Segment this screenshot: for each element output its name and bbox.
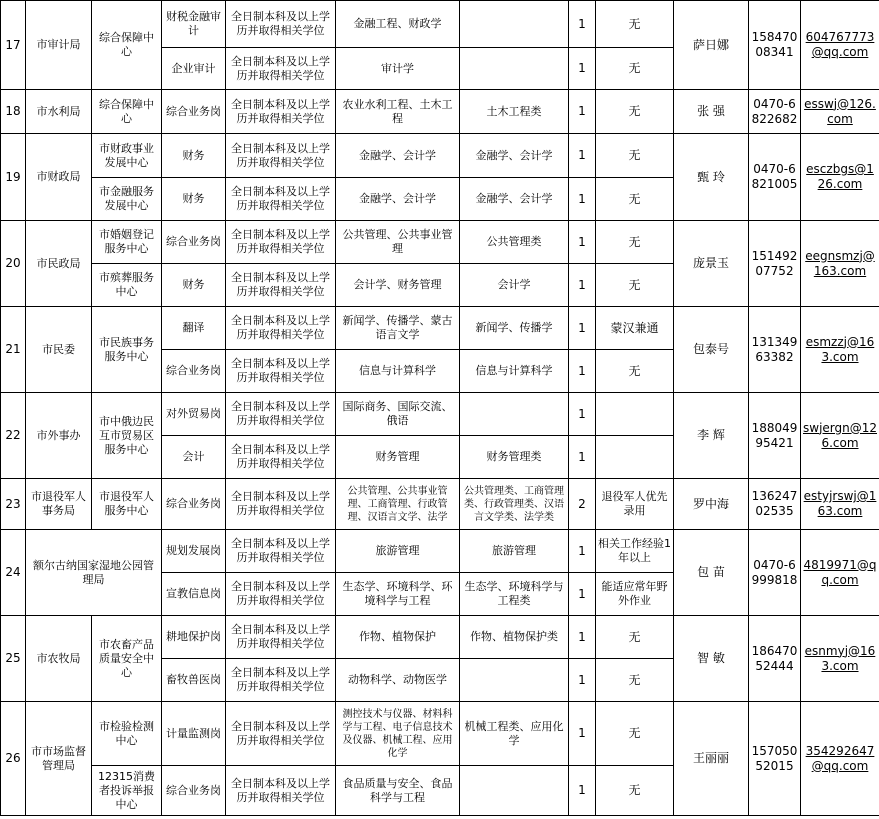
education-requirement: 全日制本科及以上学历并取得相关学位 [226, 221, 336, 264]
major-undergraduate: 财务管理 [336, 436, 460, 479]
other-requirement: 能适应常年野外作业 [596, 573, 674, 616]
major-postgraduate: 旅游管理 [460, 530, 569, 573]
education-requirement: 全日制本科及以上学历并取得相关学位 [226, 616, 336, 659]
hiring-unit: 市金融服务发展中心 [92, 178, 162, 221]
other-requirement: 无 [596, 221, 674, 264]
major-undergraduate: 审计学 [336, 48, 460, 90]
department: 市财政局 [26, 134, 92, 221]
hiring-unit: 12315消费者投诉举报中心 [92, 766, 162, 816]
table-row [1, 479, 879, 530]
department: 市农牧局 [26, 616, 92, 702]
major-undergraduate: 测控技术与仪器、材料科学与工程、电子信息技术及仪器、机械工程、应用化学 [336, 702, 460, 766]
hire-count: 1 [569, 616, 596, 659]
education-requirement: 全日制本科及以上学历并取得相关学位 [226, 1, 336, 48]
other-requirement: 无 [596, 1, 674, 48]
hire-count: 1 [569, 307, 596, 350]
other-requirement: 无 [596, 90, 674, 134]
table-row [1, 90, 879, 134]
contact-phone: 13624702535 [749, 479, 801, 530]
post-name: 企业审计 [162, 48, 226, 90]
hire-count: 1 [569, 48, 596, 90]
department: 市水利局 [26, 90, 92, 134]
education-requirement: 全日制本科及以上学历并取得相关学位 [226, 90, 336, 134]
row-number: 22 [1, 393, 26, 479]
email-link[interactable]: swjergn@126.com [803, 420, 877, 450]
post-name: 畜牧兽医岗 [162, 659, 226, 702]
post-name: 规划发展岗 [162, 530, 226, 573]
major-postgraduate: 公共管理类 [460, 221, 569, 264]
major-undergraduate: 旅游管理 [336, 530, 460, 573]
contact-phone: 13134963382 [749, 307, 801, 393]
other-requirement [596, 436, 674, 479]
other-requirement: 无 [596, 134, 674, 178]
major-postgraduate: 新闻学、传播学 [460, 307, 569, 350]
hire-count: 1 [569, 90, 596, 134]
hire-count: 2 [569, 479, 596, 530]
education-requirement: 全日制本科及以上学历并取得相关学位 [226, 393, 336, 436]
hire-count: 1 [569, 659, 596, 702]
major-undergraduate: 金融学、会计学 [336, 134, 460, 178]
education-requirement: 全日制本科及以上学历并取得相关学位 [226, 436, 336, 479]
major-undergraduate: 食品质量与安全、食品科学与工程 [336, 766, 460, 816]
post-name: 耕地保护岗 [162, 616, 226, 659]
row-number: 23 [1, 479, 26, 530]
table-row [1, 307, 879, 350]
hire-count: 1 [569, 350, 596, 393]
contact-person: 智 敏 [674, 616, 749, 702]
major-postgraduate: 信息与计算科学 [460, 350, 569, 393]
other-requirement: 无 [596, 616, 674, 659]
contact-email[interactable] [801, 134, 879, 221]
contact-person: 王丽丽 [674, 702, 749, 816]
hiring-unit: 综合保障中心 [92, 1, 162, 90]
major-undergraduate: 信息与计算科学 [336, 350, 460, 393]
contact-phone: 0470-6821005 [749, 134, 801, 221]
hiring-unit: 市农畜产品质量安全中心 [92, 616, 162, 702]
row-number: 20 [1, 221, 26, 307]
contact-email[interactable] [801, 702, 879, 816]
education-requirement: 全日制本科及以上学历并取得相关学位 [226, 479, 336, 530]
other-requirement: 无 [596, 766, 674, 816]
major-postgraduate: 金融学、会计学 [460, 134, 569, 178]
contact-email[interactable] [801, 307, 879, 393]
contact-phone: 15847008341 [749, 1, 801, 90]
post-name: 综合业务岗 [162, 766, 226, 816]
email-link[interactable]: esswj@126.com [804, 96, 876, 126]
email-link[interactable]: 604767773@qq.com [805, 30, 875, 59]
hire-count: 1 [569, 436, 596, 479]
hiring-unit: 市中俄边民互市贸易区服务中心 [92, 393, 162, 479]
education-requirement: 全日制本科及以上学历并取得相关学位 [226, 702, 336, 766]
contact-phone: 18804995421 [749, 393, 801, 479]
contact-person: 包泰号 [674, 307, 749, 393]
contact-person: 李 辉 [674, 393, 749, 479]
post-name: 财务 [162, 178, 226, 221]
major-undergraduate: 国际商务、国际交流、俄语 [336, 393, 460, 436]
hiring-unit: 市退役军人服务中心 [92, 479, 162, 530]
table-row [1, 1, 879, 48]
post-name: 宣教信息岗 [162, 573, 226, 616]
hire-count: 1 [569, 573, 596, 616]
post-name: 财务 [162, 264, 226, 307]
contact-email[interactable] [801, 530, 879, 616]
education-requirement: 全日制本科及以上学历并取得相关学位 [226, 134, 336, 178]
row-number: 24 [1, 530, 26, 616]
contact-phone: 0470-6822682 [749, 90, 801, 134]
major-postgraduate: 财务管理类 [460, 436, 569, 479]
hire-count: 1 [569, 702, 596, 766]
major-undergraduate: 动物科学、动物医学 [336, 659, 460, 702]
department: 市民政局 [26, 221, 92, 307]
hiring-unit: 综合保障中心 [92, 90, 162, 134]
table-row [1, 134, 879, 178]
department: 市审计局 [26, 1, 92, 90]
education-requirement: 全日制本科及以上学历并取得相关学位 [226, 659, 336, 702]
major-postgraduate: 作物、植物保护类 [460, 616, 569, 659]
education-requirement: 全日制本科及以上学历并取得相关学位 [226, 264, 336, 307]
major-postgraduate: 机械工程类、应用化学 [460, 702, 569, 766]
hire-count: 1 [569, 178, 596, 221]
contact-email[interactable] [801, 221, 879, 307]
contact-person: 甄 玲 [674, 134, 749, 221]
major-postgraduate: 会计学 [460, 264, 569, 307]
major-postgraduate [460, 766, 569, 816]
table-row [1, 221, 879, 264]
hiring-unit: 市婚姻登记服务中心 [92, 221, 162, 264]
hire-count: 1 [569, 393, 596, 436]
major-undergraduate: 会计学、财务管理 [336, 264, 460, 307]
contact-email[interactable] [801, 90, 879, 134]
department: 市市场监督管理局 [26, 702, 92, 816]
education-requirement: 全日制本科及以上学历并取得相关学位 [226, 766, 336, 816]
hire-count: 1 [569, 530, 596, 573]
contact-phone: 18647052444 [749, 616, 801, 702]
contact-phone: 15705052015 [749, 702, 801, 816]
hiring-unit: 市财政事业发展中心 [92, 134, 162, 178]
row-number: 25 [1, 616, 26, 702]
email-link[interactable]: esczbgs@126.com [806, 162, 874, 191]
major-undergraduate: 农业水利工程、土木工程 [336, 90, 460, 134]
other-requirement: 蒙汉兼通 [596, 307, 674, 350]
hire-count: 1 [569, 766, 596, 816]
post-name: 计量监测岗 [162, 702, 226, 766]
major-postgraduate [460, 1, 569, 48]
post-name: 财务 [162, 134, 226, 178]
other-requirement: 无 [596, 48, 674, 90]
post-name: 综合业务岗 [162, 90, 226, 134]
other-requirement: 相关工作经验1年以上 [596, 530, 674, 573]
department: 市外事办 [26, 393, 92, 479]
contact-email[interactable] [801, 393, 879, 479]
row-number: 17 [1, 1, 26, 90]
other-requirement: 无 [596, 702, 674, 766]
major-undergraduate: 作物、植物保护 [336, 616, 460, 659]
contact-person: 包 苗 [674, 530, 749, 616]
contact-phone: 15149207752 [749, 221, 801, 307]
major-postgraduate [460, 659, 569, 702]
education-requirement: 全日制本科及以上学历并取得相关学位 [226, 350, 336, 393]
post-name: 综合业务岗 [162, 221, 226, 264]
post-name: 综合业务岗 [162, 479, 226, 530]
email-link[interactable]: 4819971@qq.com [803, 557, 877, 587]
table-row [1, 393, 879, 436]
table-row [1, 616, 879, 659]
major-postgraduate: 金融学、会计学 [460, 178, 569, 221]
other-requirement: 无 [596, 178, 674, 221]
major-undergraduate: 金融学、会计学 [336, 178, 460, 221]
education-requirement: 全日制本科及以上学历并取得相关学位 [226, 48, 336, 90]
hire-count: 1 [569, 1, 596, 48]
education-requirement: 全日制本科及以上学历并取得相关学位 [226, 178, 336, 221]
major-postgraduate: 公共管理类、工商管理类、行政管理类、汉语言文学类、法学类 [460, 479, 569, 530]
row-number: 26 [1, 702, 26, 816]
department: 市民委 [26, 307, 92, 393]
hire-count: 1 [569, 264, 596, 307]
major-postgraduate: 土木工程类 [460, 90, 569, 134]
post-name: 对外贸易岗 [162, 393, 226, 436]
email-link[interactable]: estyjrswj@163.com [803, 489, 877, 518]
education-requirement: 全日制本科及以上学历并取得相关学位 [226, 530, 336, 573]
post-name: 财税金融审计 [162, 1, 226, 48]
education-requirement: 全日制本科及以上学历并取得相关学位 [226, 573, 336, 616]
contact-email[interactable] [801, 616, 879, 702]
hiring-unit: 市民族事务服务中心 [92, 307, 162, 393]
major-undergraduate: 公共管理、公共事业管理 [336, 221, 460, 264]
hiring-unit: 市殡葬服务中心 [92, 264, 162, 307]
contact-person: 张 强 [674, 90, 749, 134]
department: 额尔古纳国家湿地公园管理局 [26, 530, 162, 616]
post-name: 翻译 [162, 307, 226, 350]
major-undergraduate: 新闻学、传播学、蒙古语言文学 [336, 307, 460, 350]
major-undergraduate: 公共管理、公共事业管理、工商管理、行政管理、汉语言文学、法学 [336, 479, 460, 530]
email-link[interactable]: 354292647@qq.com [805, 743, 875, 773]
other-requirement: 无 [596, 659, 674, 702]
department: 市退役军人事务局 [26, 479, 92, 530]
email-link[interactable]: eegnsmzj@163.com [805, 248, 875, 278]
post-name: 会计 [162, 436, 226, 479]
contact-phone: 0470-6999818 [749, 530, 801, 616]
email-link[interactable]: esmzzj@163.com [805, 334, 875, 364]
hire-count: 1 [569, 221, 596, 264]
major-undergraduate: 金融工程、财政学 [336, 1, 460, 48]
hiring-unit: 市检验检测中心 [92, 702, 162, 766]
row-number: 19 [1, 134, 26, 221]
contact-email[interactable] [801, 1, 879, 90]
post-name: 综合业务岗 [162, 350, 226, 393]
major-postgraduate: 生态学、环境科学与工程类 [460, 573, 569, 616]
other-requirement: 无 [596, 350, 674, 393]
education-requirement: 全日制本科及以上学历并取得相关学位 [226, 307, 336, 350]
hire-count: 1 [569, 134, 596, 178]
other-requirement [596, 393, 674, 436]
contact-email[interactable] [801, 479, 879, 530]
table-row [1, 530, 879, 573]
contact-person: 罗中海 [674, 479, 749, 530]
major-undergraduate: 生态学、环境科学、环境科学与工程 [336, 573, 460, 616]
contact-person: 萨日娜 [674, 1, 749, 90]
contact-person: 庞景玉 [674, 221, 749, 307]
table-row [1, 702, 879, 766]
major-postgraduate [460, 48, 569, 90]
major-postgraduate [460, 393, 569, 436]
other-requirement: 无 [596, 264, 674, 307]
email-link[interactable]: esnmyj@163.com [804, 643, 876, 673]
row-number: 21 [1, 307, 26, 393]
other-requirement: 退役军人优先录用 [596, 479, 674, 530]
row-number: 18 [1, 90, 26, 134]
